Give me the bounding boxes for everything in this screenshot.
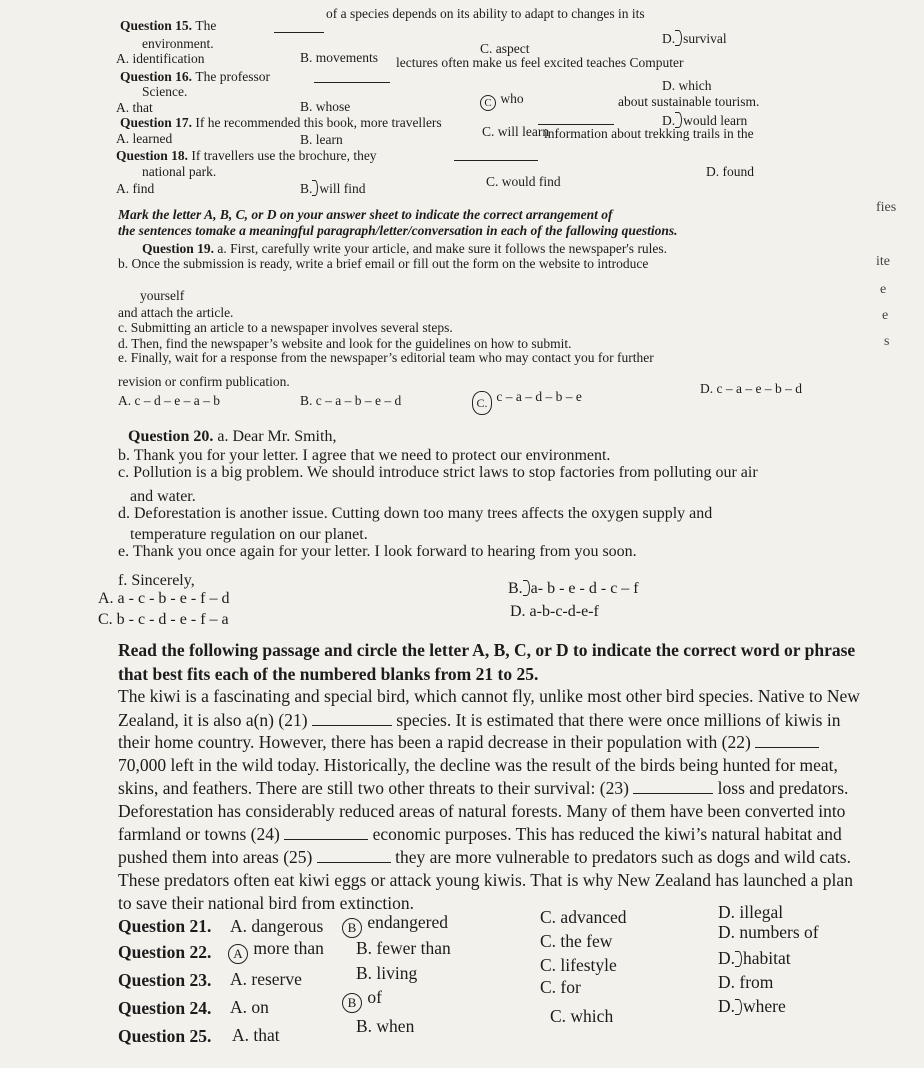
answer-circle-icon: B xyxy=(342,918,362,938)
passage-line-9: These predators often eat kiwi eggs or attack young kiwis. That is why New Zealand has launched a plan xyxy=(118,870,853,890)
q20-option-a[interactable]: A. a - c - b - e - f – d xyxy=(98,590,230,607)
answer-circle-icon: C. xyxy=(472,391,492,415)
passage-line-10: to save their national bird from extinction. xyxy=(118,893,414,913)
blank-24[interactable] xyxy=(284,827,368,840)
q21-option-c[interactable]: C. advanced xyxy=(540,907,627,927)
q18-title: Question 18. If travellers use the brochure, they xyxy=(116,148,377,163)
blank-21[interactable] xyxy=(312,713,392,726)
q21-option-a[interactable]: A. dangerous xyxy=(230,916,324,936)
q15-option-b[interactable]: B. movements xyxy=(300,50,378,65)
answer-mark-icon xyxy=(675,30,682,46)
q17-stem: about sustainable tourism. xyxy=(618,94,760,109)
q18-option-b[interactable]: B. will find xyxy=(300,181,366,196)
passage-line-3: their home country. However, there has been a rapid decrease in their population with (22) xyxy=(118,732,819,753)
q15-title: Question 15. The xyxy=(120,18,217,33)
q24-option-a[interactable]: A. on xyxy=(230,997,269,1017)
instruction-arrangement-line2: the sentences tomake a meaningful paragraph/letter/conversation in each of the fallowing questions. xyxy=(118,223,678,238)
answer-mark-icon xyxy=(523,580,530,596)
q19-sentence-a: Question 19. a. First, carefully write your article, and make sure it follows the newspaper's rules. xyxy=(142,241,668,256)
q20-line-d: d. Deforestation is another issue. Cutting down too many trees affects the oxygen supply and xyxy=(118,505,713,522)
q15-stem: of a species depends on its ability to adapt to changes in its xyxy=(326,6,645,21)
q20-line-d-cont: temperature regulation on our planet. xyxy=(130,526,368,543)
answer-mark-icon xyxy=(735,999,742,1015)
q25-option-a[interactable]: A. that xyxy=(232,1025,280,1045)
q20-line-a: Question 20. a. Dear Mr. Smith, xyxy=(128,428,337,445)
q18-option-c[interactable]: C. would find xyxy=(486,174,561,189)
q22-option-c[interactable]: C. the few xyxy=(540,931,613,951)
q19-sentence-b-cont2: and attach the article. xyxy=(118,305,234,320)
q25-option-c[interactable]: C. which xyxy=(550,1006,614,1026)
q17-option-a[interactable]: A. learned xyxy=(116,131,173,146)
q25-option-b[interactable]: B. when xyxy=(356,1016,415,1036)
q19-sentence-e: e. Finally, wait for a response from the newspaper’s editorial team who may contact you for further xyxy=(118,350,654,365)
margin-note: s xyxy=(884,334,890,349)
q22-option-d[interactable]: D. numbers of xyxy=(718,922,819,942)
q15-option-a[interactable]: A. identification xyxy=(116,51,205,66)
blank-25[interactable] xyxy=(317,850,391,863)
answer-mark-icon xyxy=(735,951,742,967)
blank-23[interactable] xyxy=(633,781,713,794)
q17-blank[interactable] xyxy=(538,112,614,125)
instruction-arrangement-line1: Mark the letter A, B, C, or D on your answer sheet to indicate the correct arrangement of xyxy=(118,207,613,222)
q23-title: Question 23. xyxy=(118,970,212,990)
q20-line-e: e. Thank you once again for your letter. I look forward to hearing from you soon. xyxy=(118,543,637,560)
q17-option-c[interactable]: C. will learn xyxy=(482,124,550,139)
q20-option-c[interactable]: C. b - c - d - e - f – a xyxy=(98,611,229,628)
margin-note: e xyxy=(882,308,889,323)
passage-line-8: pushed them into areas (25) they are more vulnerable to predators such as dogs and wild cats. xyxy=(118,847,851,867)
q19-sentence-b: b. Once the submission is ready, write a brief email or fill out the form on the website to introduce xyxy=(118,256,649,271)
margin-note: ite xyxy=(876,254,890,269)
answer-mark-icon xyxy=(312,180,318,196)
q23-option-a[interactable]: A. reserve xyxy=(230,969,302,989)
q24-title: Question 24. xyxy=(118,998,212,1018)
q19-option-d[interactable]: D. c – a – e – b – d xyxy=(700,381,802,396)
q18-stem-cont: national park. xyxy=(142,164,217,179)
q18-option-d[interactable]: D. found xyxy=(706,164,754,179)
q18-option-a[interactable]: A. find xyxy=(116,181,155,196)
q15-stem-cont: environment. xyxy=(142,36,214,51)
passage-line-6: Deforestation has considerably reduced areas of natural forests. Many of them have been converted into xyxy=(118,801,846,821)
q20-option-b[interactable]: B. a- b - e - d - c – f xyxy=(508,580,639,597)
q16-option-c[interactable]: C who xyxy=(480,91,524,111)
q19-option-a[interactable]: A. c – d – e – a – b xyxy=(118,393,220,408)
q25-title: Question 25. xyxy=(118,1026,212,1046)
q20-line-c: c. Pollution is a big problem. We should introduce strict laws to stop factories from polluting our air xyxy=(118,464,758,481)
passage-line-2: Zealand, it is also a(n) (21) species. It is estimated that there were once millions of kiwis in xyxy=(118,710,841,730)
q15-option-d[interactable]: D. survival xyxy=(662,31,727,46)
q15-blank[interactable] xyxy=(274,20,324,33)
q19-sentence-d: d. Then, find the newspaper’s website and look for the guidelines on how to submit. xyxy=(118,336,572,351)
q22-option-a[interactable]: A more than xyxy=(228,938,324,964)
passage-line-4: 70,000 left in the wild today. Historically, the decline was the result of the birds being hunted for meat, xyxy=(118,755,838,775)
q21-option-b[interactable]: B endangered xyxy=(342,912,448,938)
q17-title: Question 17. If he recommended this book, more travellers xyxy=(120,115,442,130)
q15-option-c[interactable]: C. aspect xyxy=(480,41,530,56)
q23-option-d[interactable]: D. habitat xyxy=(718,948,791,968)
passage-line-7: farmland or towns (24) economic purposes. This has reduced the kiwi’s natural habitat and xyxy=(118,824,842,844)
instruction-passage-line2: that best fits each of the numbered blanks from 21 to 25. xyxy=(118,664,539,684)
q16-blank[interactable] xyxy=(314,70,390,83)
passage-line-5: skins, and feathers. There are still two other threats to their survival: (23) loss and predators. xyxy=(118,778,849,798)
q24-option-c[interactable]: C. for xyxy=(540,977,581,997)
q16-stem-cont: Science. xyxy=(142,84,188,99)
passage-line-1: The kiwi is a fascinating and special bird, which cannot fly, unlike most other bird species. Native to New xyxy=(118,686,860,706)
answer-circle-icon: B xyxy=(342,993,362,1013)
q17-option-d[interactable]: D. would learn xyxy=(662,113,748,128)
margin-note: e xyxy=(880,282,887,297)
q23-option-b[interactable]: B. living xyxy=(356,963,418,983)
q19-sentence-c: c. Submitting an article to a newspaper involves several steps. xyxy=(118,320,453,335)
answer-circle-icon: A xyxy=(228,944,248,964)
q23-option-c[interactable]: C. lifestyle xyxy=(540,955,617,975)
q20-option-d[interactable]: D. a-b-c-d-e-f xyxy=(510,603,599,620)
q16-option-b[interactable]: B. whose xyxy=(300,99,351,114)
q20-line-f: f. Sincerely, xyxy=(118,572,195,589)
q25-option-d[interactable]: D. where xyxy=(718,996,786,1016)
q20-line-c-cont: and water. xyxy=(130,488,196,505)
q20-line-b: b. Thank you for your letter. I agree that we need to protect our environment. xyxy=(118,447,611,464)
q16-stem: lectures often make us feel excited teaches Computer xyxy=(396,55,684,70)
q24-option-b[interactable]: B of xyxy=(342,987,382,1013)
q17-option-b[interactable]: B. learn xyxy=(300,132,343,147)
q21-option-d[interactable]: D. illegal xyxy=(718,902,784,922)
q19-sentence-b-cont1: yourself xyxy=(140,288,185,303)
q19-option-b[interactable]: B. c – a – b – e – d xyxy=(300,393,402,408)
q22-option-b[interactable]: B. fewer than xyxy=(356,938,451,958)
q22-title: Question 22. xyxy=(118,942,212,962)
q18-stem: information about trekking trails in the xyxy=(544,126,754,141)
blank-22[interactable] xyxy=(755,735,819,748)
q21-title: Question 21. xyxy=(118,916,212,936)
q16-option-d[interactable]: D. which xyxy=(662,78,712,93)
margin-note: fies xyxy=(876,200,897,215)
q16-title: Question 16. The professor xyxy=(120,69,270,84)
q24-option-d[interactable]: D. from xyxy=(718,972,774,992)
instruction-passage-line1: Read the following passage and circle the letter A, B, C, or D to indicate the correct word or phrase xyxy=(118,640,856,660)
q19-sentence-e-cont: revision or confirm publication. xyxy=(118,374,290,389)
q19-option-c[interactable]: C. c – a – d – b – e xyxy=(472,389,582,415)
q18-blank[interactable] xyxy=(454,148,538,161)
q16-option-a[interactable]: A. that xyxy=(116,100,153,115)
answer-circle-icon: C xyxy=(480,95,496,111)
